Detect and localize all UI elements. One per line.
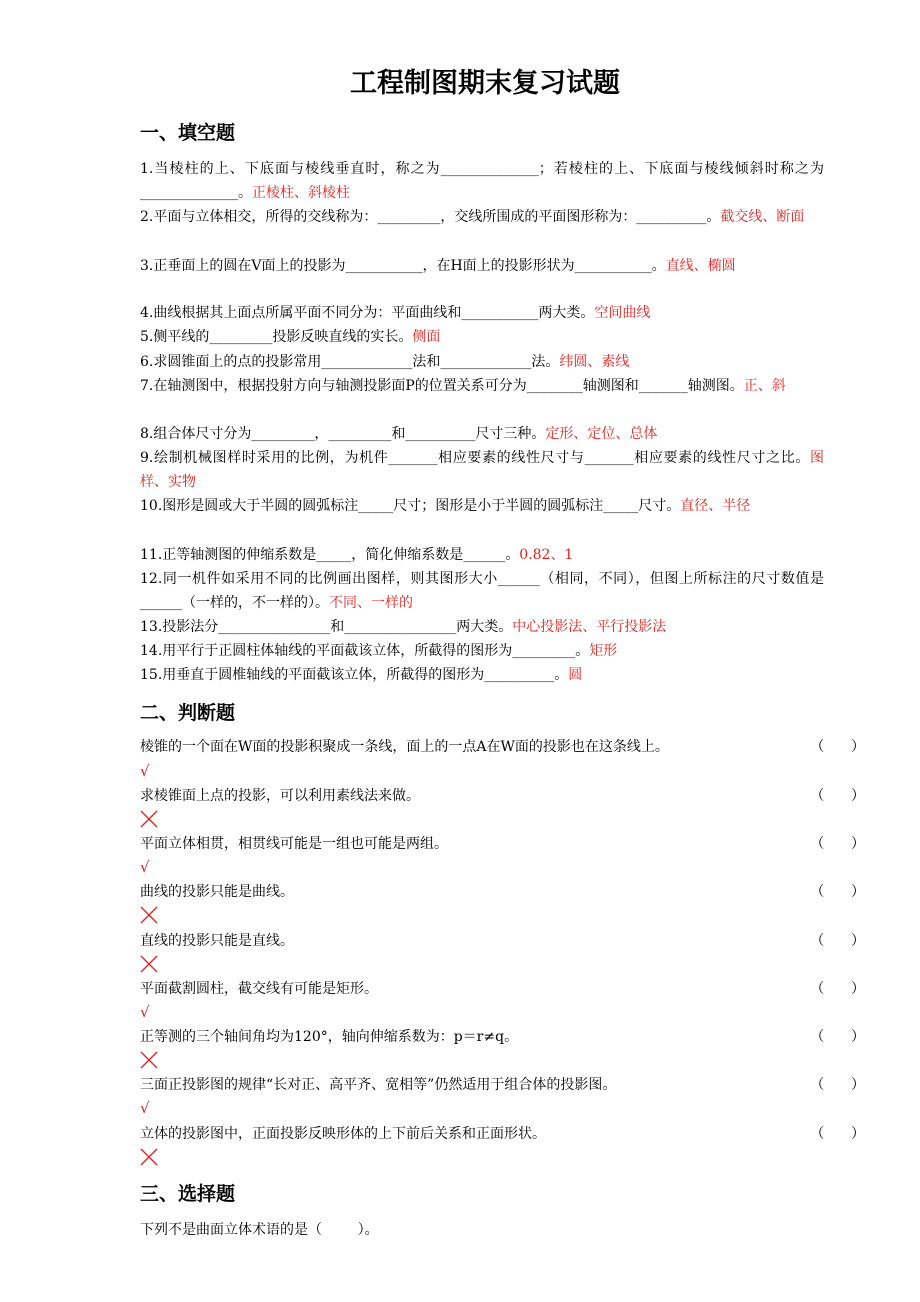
fill-question-6: 6.求圆锥面上的点的投影常用_____________法和_____________法。纬圆、素线 <box>140 354 630 370</box>
section-heading-judge: 二、判断题 <box>140 702 236 724</box>
judge-item-5 <box>140 929 865 953</box>
fill-answer-2: 截交线、断面 <box>720 209 805 225</box>
section-heading-fill: 一、填空题 <box>140 122 236 144</box>
judge-item-2 <box>140 784 865 808</box>
judge-item-1 <box>140 735 865 759</box>
cross-mark-icon <box>140 1148 160 1168</box>
check-mark-icon: √ <box>140 762 150 780</box>
fill-answer-15: 圆 <box>568 667 583 683</box>
judge-text: 平面截割圆柱，截交线有可能是矩形。 <box>140 981 378 997</box>
fill-question-11: 11.正等轴测图的伸缩系数是_____，简化伸缩系数是______。0.82、1 <box>140 547 574 563</box>
fill-question-13: 13.投影法分________________和________________两大类。中心投影法、平行投影法 <box>140 619 667 635</box>
fill-question-9: 9.绘制机械图样时采用的比例，为机件_______相应要素的线性尺寸与_______相应要素的线性尺寸之比。图样、实物 <box>140 450 824 491</box>
judge-text: 曲线的投影只能是曲线。 <box>140 884 294 900</box>
page-title: 工程制图期末复习试题 <box>350 68 620 99</box>
judge-text: 立体的投影图中，正面投影反映形体的上下前后关系和正面形状。 <box>140 1126 546 1142</box>
judge-item-3 <box>140 832 865 856</box>
check-mark-icon: √ <box>140 1099 150 1117</box>
cross-mark-icon <box>140 810 160 830</box>
fill-answer-11: 0.82、1 <box>519 547 574 563</box>
fill-question-14: 14.用平行于正圆柱体轴线的平面截该立体，所截得的图形为_________。矩形 <box>140 643 618 659</box>
answer-paren: （ ） <box>810 981 865 997</box>
fill-question-5: 5.侧平线的_________投影反映直线的实长。侧面 <box>140 329 441 345</box>
judge-item-7 <box>140 1025 865 1049</box>
answer-paren: （ ） <box>810 884 865 900</box>
answer-paren: （ ） <box>810 1126 865 1142</box>
answer-paren: （ ） <box>810 836 865 852</box>
judge-item-9 <box>140 1122 865 1146</box>
cross-mark-icon <box>140 906 160 926</box>
fill-question-12: 12.同一机件如采用不同的比例画出图样，则其图形大小______（相同，不同），但图上所标注的尺寸数值是______（一样的，不一样的）。不同、一样的 <box>140 571 824 612</box>
fill-answer-6: 纬圆、素线 <box>559 354 630 370</box>
answer-paren: （ ） <box>810 1077 865 1093</box>
judge-text: 求棱锥面上点的投影，可以利用素线法来做。 <box>140 788 420 804</box>
fill-question-1: 1.当棱柱的上、下底面与棱线垂直时，称之为______________；若棱柱的上、下底面与棱线倾斜时称之为______________。正棱柱、斜棱柱 <box>140 161 824 202</box>
fill-question-8: 8.组合体尺寸分为_________，_________和__________尺寸三种。定形、定位、总体 <box>140 426 658 442</box>
cross-mark-icon <box>140 1051 160 1071</box>
fill-answer-7: 正、斜 <box>743 378 786 394</box>
answer-paren: （ ） <box>810 788 865 804</box>
judge-text: 直线的投影只能是直线。 <box>140 933 294 949</box>
answer-paren: （ ） <box>810 1029 865 1045</box>
check-mark-icon: √ <box>140 1003 150 1021</box>
fill-answer-12: 不同、一样的 <box>329 595 413 612</box>
answer-paren: （ ） <box>810 739 865 755</box>
judge-item-6 <box>140 977 865 1001</box>
fill-answer-13: 中心投影法、平行投影法 <box>512 619 667 635</box>
fill-answer-10: 直径、半径 <box>680 498 751 514</box>
cross-mark-icon <box>140 955 160 975</box>
judge-text: 正等测的三个轴间角均为120°，轴向伸缩系数为：p＝r≠q。 <box>140 1029 519 1045</box>
section-heading-choice: 三、选择题 <box>140 1183 236 1205</box>
fill-answer-8: 定形、定位、总体 <box>545 426 658 442</box>
judge-item-4 <box>140 880 865 904</box>
choice-question-1: 下列不是曲面立体术语的是（ ）。 <box>140 1222 379 1238</box>
judge-text: 平面立体相贯，相贯线可能是一组也可能是两组。 <box>140 836 448 852</box>
fill-answer-4: 空间曲线 <box>594 305 651 321</box>
fill-answer-5: 侧面 <box>412 329 441 345</box>
judge-text: 三面正投影图的规律“长对正、高平齐、宽相等”仍然适用于组合体的投影图。 <box>140 1077 617 1093</box>
fill-question-15: 15.用垂直于圆椎轴线的平面截该立体，所截得的图形为__________。圆 <box>140 667 583 683</box>
fill-answer-9: 图样、实物 <box>140 450 824 491</box>
fill-question-7: 7.在轴测图中，根据投射方向与轴测投影面P的位置关系可分为________轴测图和_______轴测图。正、斜 <box>140 378 786 394</box>
fill-question-10: 10.图形是圆或大于半圆的圆弧标注_____尺寸；图形是小于半圆的圆弧标注_____尺寸。直径、半径 <box>140 498 751 514</box>
fill-answer-3: 直线、椭圆 <box>665 258 736 274</box>
fill-question-4: 4.曲线根据其上面点所属平面不同分为：平面曲线和___________两大类。空间曲线 <box>140 305 651 321</box>
answer-paren: （ ） <box>810 933 865 949</box>
judge-text: 棱锥的一个面在W面的投影积聚成一条线，面上的一点A在W面的投影也在这条线上。 <box>140 739 669 755</box>
fill-question-2: 2.平面与立体相交，所得的交线称为：_________，交线所围成的平面图形称为：__________。截交线、断面 <box>140 209 805 225</box>
fill-question-3: 3.正垂面上的圆在V面上的投影为___________，在H面上的投影形状为___________。直线、椭圆 <box>140 258 736 274</box>
fill-answer-1: 正棱柱、斜棱柱 <box>252 185 350 202</box>
check-mark-icon: √ <box>140 858 150 876</box>
fill-answer-14: 矩形 <box>589 643 618 659</box>
judge-item-8 <box>140 1073 865 1097</box>
